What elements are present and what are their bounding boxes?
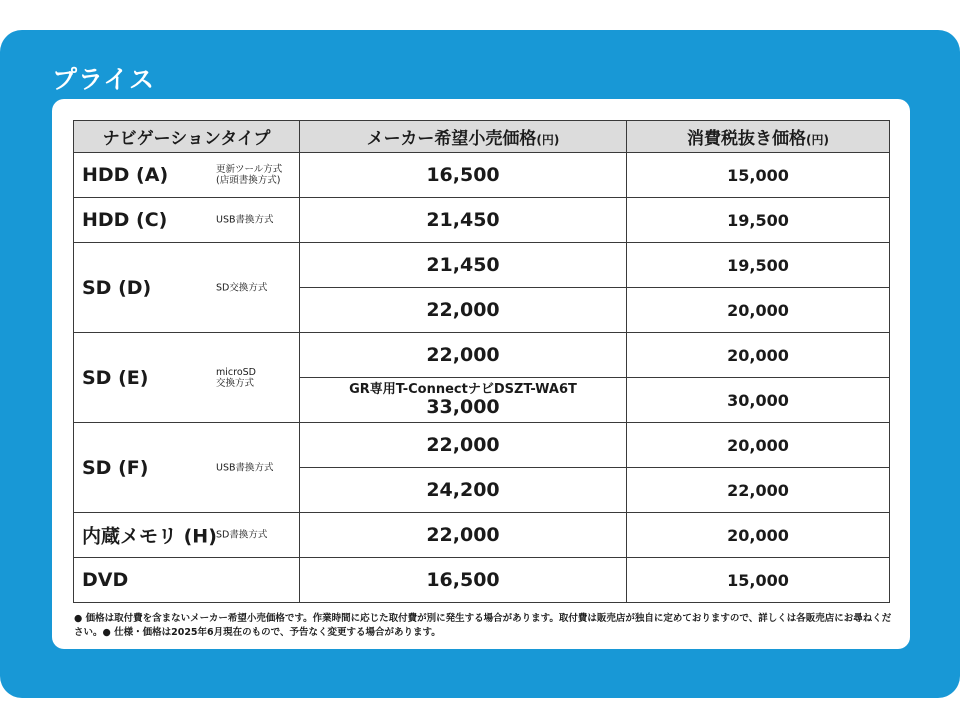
retail-price-cell [300,378,627,423]
retail-price-value: 22,000 [426,298,500,321]
retail-price-value: 16,500 [426,163,500,186]
retail-price-cell [300,198,627,243]
table-row [74,558,890,603]
retail-price-value: 21,450 [426,253,500,276]
tax-excluded-price-cell: 15,000 [627,153,890,198]
retail-note: GR専用T-ConnectナビDSZT-WA6T [349,381,577,397]
retail-price-value: 22,000 [426,523,500,546]
section-title: プライス [52,65,156,94]
retail-price-cell [300,423,627,468]
navi-type-name: SD (E) [82,366,149,389]
navi-type-cell [74,243,300,333]
retail-price-value: 21,450 [426,208,500,231]
retail-price-cell [300,513,627,558]
update-method: 更新ツール方式 (店頭書換方式) [216,164,283,186]
header-retail-price: メーカー希望小売価格(円) [300,121,627,153]
navi-type-cell [74,513,300,558]
table-row [74,153,890,198]
table-header-row [74,121,890,153]
tax-excluded-price-cell: 20,000 [627,423,890,468]
retail-price-cell [300,468,627,513]
navi-type-cell [74,333,300,423]
retail-price-value: 16,500 [426,568,500,591]
navi-type-name: 内蔵メモリ (H) [82,525,217,548]
navi-type-name: HDD (C) [82,209,168,231]
tax-excluded-price-cell: 15,000 [627,558,890,603]
navi-type-cell [74,423,300,513]
retail-price-cell [300,243,627,288]
retail-price-cell [300,333,627,378]
navi-type-name: SD (F) [82,456,149,479]
retail-price-value: 22,000 [426,343,500,366]
table-row [74,243,890,288]
update-method: USB書換方式 [216,462,274,473]
retail-price-value: 22,000 [426,433,500,456]
navi-type-cell [74,198,300,243]
retail-price-value: 24,200 [426,478,500,501]
navi-type-cell [74,153,300,198]
tax-excluded-price-cell: 19,500 [627,198,890,243]
retail-price-value: 33,000 [426,395,500,418]
navi-type-name: SD (D) [82,276,152,299]
tax-excluded-price-cell: 30,000 [627,378,890,423]
header-retail-unit: (円) [536,133,560,147]
navi-type-cell [74,558,300,603]
tax-excluded-price-cell: 22,000 [627,468,890,513]
retail-price-cell [300,558,627,603]
retail-price-cell [300,153,627,198]
header-tax-excluded-price: 消費税抜き価格(円) [627,121,890,153]
update-method: SD交換方式 [216,282,268,293]
table-row [74,423,890,468]
table-row [74,513,890,558]
table-row [74,198,890,243]
header-navi-type: ナビゲーションタイプ [74,121,300,153]
tax-excluded-price-cell: 19,500 [627,243,890,288]
update-method: microSD 交換方式 [216,366,256,389]
tax-excluded-price-cell: 20,000 [627,513,890,558]
navi-type-name: DVD [82,569,129,591]
price-table-body [74,153,890,603]
tax-excluded-price-cell: 20,000 [627,333,890,378]
footnote: ● 価格は取付費を含まないメーカー希望小売価格です。作業時間に応じた取付費が別に発生する場合があります。取付費は販売店が独自に定めておりますので、詳しくは各販売店にお尋ねください。● 仕様・価格は2025年6月現在のもので、予告なく変更する場合があります。 [74,613,892,638]
navi-type-name: HDD (A) [82,164,169,186]
table-row [74,333,890,378]
price-table [73,120,890,603]
header-excl-unit: (円) [806,133,829,147]
update-method: SD書換方式 [216,529,268,541]
tax-excluded-price-cell: 20,000 [627,288,890,333]
update-method: USB書換方式 [216,214,274,226]
retail-price-cell [300,288,627,333]
